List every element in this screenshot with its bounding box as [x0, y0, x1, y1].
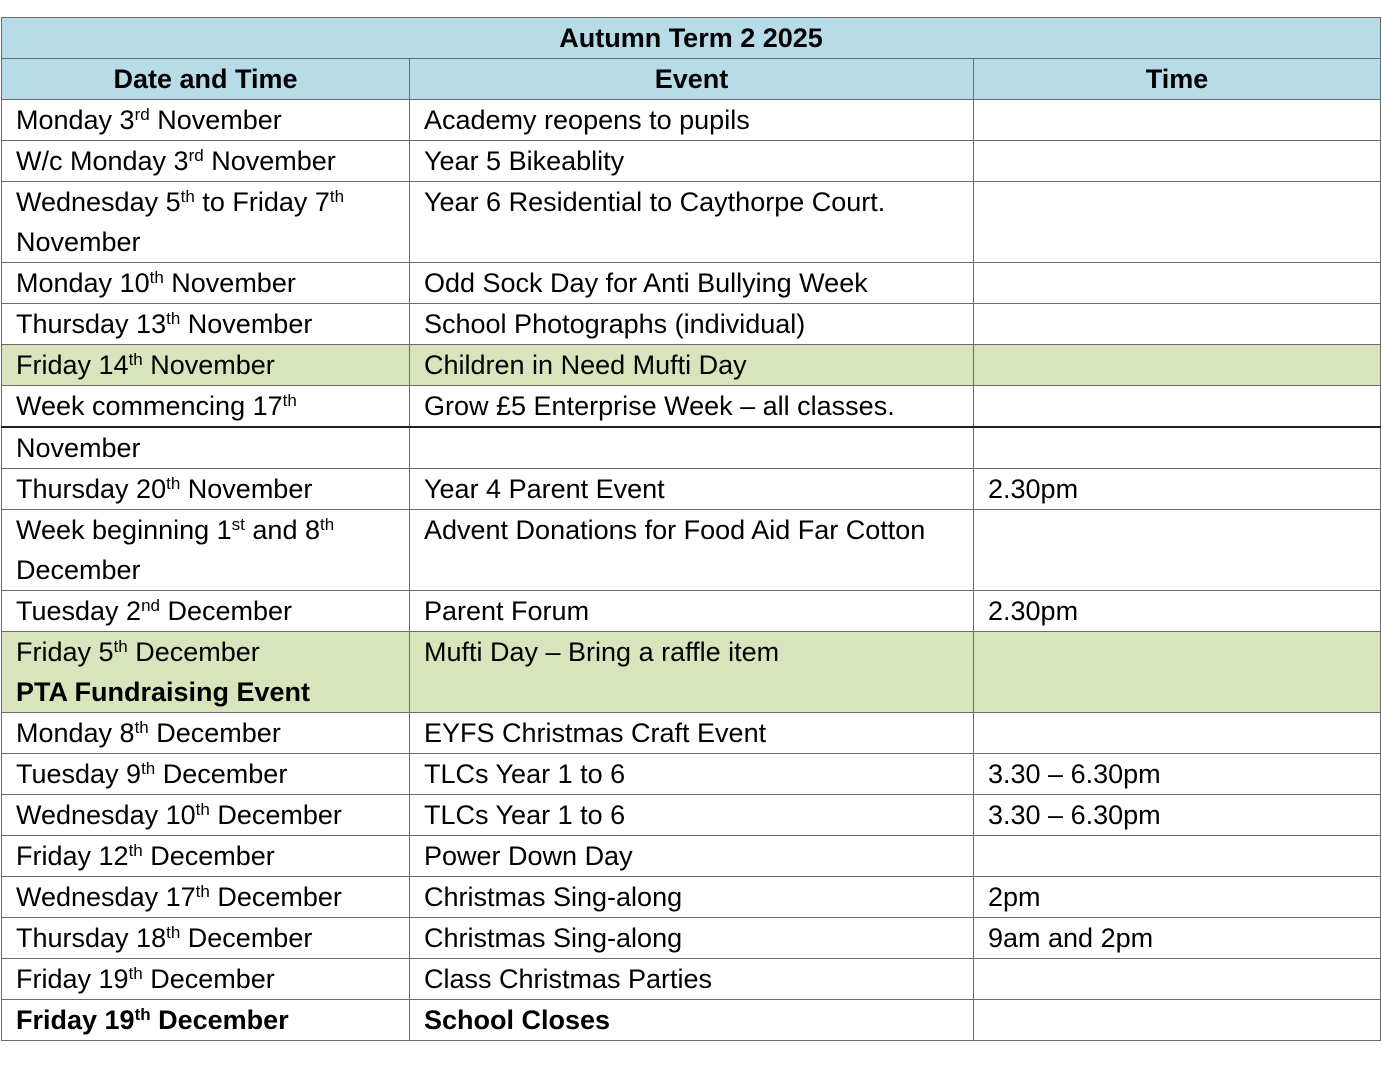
date-cell	[2, 632, 410, 713]
date-text: November	[16, 433, 141, 463]
event-cell: Odd Sock Day for Anti Bullying Week	[410, 263, 974, 304]
time-cell: 2.30pm	[974, 469, 1381, 510]
time-cell: 3.30 – 6.30pm	[974, 754, 1381, 795]
time-cell	[974, 510, 1381, 591]
event-cell	[410, 427, 974, 469]
event-cell: TLCs Year 1 to 6	[410, 754, 974, 795]
time-cell	[974, 959, 1381, 1000]
event-cell: Christmas Sing-along	[410, 918, 974, 959]
date-cell	[2, 510, 410, 591]
date-text: Tuesday 9th December	[16, 759, 288, 789]
date-cell	[2, 263, 410, 304]
table-row	[2, 754, 1381, 795]
date-text: Friday 5th December	[16, 637, 260, 667]
date-note: PTA Fundraising Event	[16, 677, 311, 707]
date-cell	[2, 591, 410, 632]
date-text: Wednesday 17th December	[16, 882, 342, 912]
date-text: Friday 12th December	[16, 841, 275, 871]
table-row	[2, 141, 1381, 182]
date-text: Tuesday 2nd December	[16, 596, 293, 626]
date-text: Monday 3rd November	[16, 105, 282, 135]
time-cell	[974, 100, 1381, 141]
date-text: Thursday 13th November	[16, 309, 313, 339]
header-row	[2, 59, 1381, 100]
table-row	[2, 263, 1381, 304]
event-cell: Advent Donations for Food Aid Far Cotton	[410, 510, 974, 591]
table-row	[2, 591, 1381, 632]
event-cell: Year 5 Bikeablity	[410, 141, 974, 182]
time-cell: 9am and 2pm	[974, 918, 1381, 959]
date-text: W/c Monday 3rd November	[16, 146, 336, 176]
date-text: Monday 10th November	[16, 268, 296, 298]
time-cell	[974, 345, 1381, 386]
date-text: Week commencing 17th	[16, 391, 297, 421]
time-cell	[974, 304, 1381, 345]
time-cell	[974, 263, 1381, 304]
event-cell: EYFS Christmas Craft Event	[410, 713, 974, 754]
date-cell	[2, 182, 410, 263]
time-cell: 2.30pm	[974, 591, 1381, 632]
date-cell	[2, 836, 410, 877]
date-cell	[2, 795, 410, 836]
event-cell: Christmas Sing-along	[410, 877, 974, 918]
time-cell	[974, 386, 1381, 428]
table-body	[2, 100, 1381, 1041]
date-text: Week beginning 1st and 8th December	[16, 515, 335, 585]
column-header-event: Event	[410, 59, 974, 100]
table-row	[2, 795, 1381, 836]
table-row	[2, 959, 1381, 1000]
time-cell	[974, 836, 1381, 877]
date-cell	[2, 469, 410, 510]
event-cell: Grow £5 Enterprise Week – all classes.	[410, 386, 974, 428]
table-row	[2, 877, 1381, 918]
table-row	[2, 386, 1381, 428]
table-row	[2, 836, 1381, 877]
date-text: Friday 19th December	[16, 1005, 289, 1035]
date-cell	[2, 754, 410, 795]
date-text: Thursday 20th November	[16, 474, 313, 504]
table-row	[2, 713, 1381, 754]
table-row	[2, 918, 1381, 959]
table-row	[2, 345, 1381, 386]
event-cell: TLCs Year 1 to 6	[410, 795, 974, 836]
table-row	[2, 1000, 1381, 1041]
event-cell: Year 6 Residential to Caythorpe Court.	[410, 182, 974, 263]
date-text: Monday 8th December	[16, 718, 281, 748]
table-row	[2, 427, 1381, 469]
date-cell	[2, 877, 410, 918]
event-cell: Year 4 Parent Event	[410, 469, 974, 510]
date-cell	[2, 386, 410, 428]
event-cell: Children in Need Mufti Day	[410, 345, 974, 386]
column-header-time: Time	[974, 59, 1381, 100]
date-cell	[2, 713, 410, 754]
time-cell	[974, 632, 1381, 713]
time-cell	[974, 141, 1381, 182]
date-text: Wednesday 5th to Friday 7th November	[16, 187, 345, 257]
date-cell	[2, 100, 410, 141]
table-row	[2, 632, 1381, 713]
time-cell: 2pm	[974, 877, 1381, 918]
event-cell: School Closes	[410, 1000, 974, 1041]
date-text: Thursday 18th December	[16, 923, 313, 953]
date-cell	[2, 959, 410, 1000]
date-text: Friday 14th November	[16, 350, 275, 380]
time-cell: 3.30 – 6.30pm	[974, 795, 1381, 836]
date-text: Wednesday 10th December	[16, 800, 342, 830]
date-cell	[2, 304, 410, 345]
date-cell	[2, 427, 410, 469]
table-title: Autumn Term 2 2025	[2, 18, 1381, 59]
date-cell	[2, 345, 410, 386]
event-cell: Parent Forum	[410, 591, 974, 632]
table-row	[2, 100, 1381, 141]
date-text: Friday 19th December	[16, 964, 275, 994]
event-cell: Mufti Day – Bring a raffle item	[410, 632, 974, 713]
table-row	[2, 469, 1381, 510]
event-cell: Class Christmas Parties	[410, 959, 974, 1000]
date-cell	[2, 1000, 410, 1041]
time-cell	[974, 1000, 1381, 1041]
title-row	[2, 18, 1381, 59]
table-row	[2, 510, 1381, 591]
time-cell	[974, 713, 1381, 754]
time-cell	[974, 182, 1381, 263]
table-row	[2, 182, 1381, 263]
date-cell	[2, 918, 410, 959]
date-cell	[2, 141, 410, 182]
column-header-date: Date and Time	[2, 59, 410, 100]
event-cell: School Photographs (individual)	[410, 304, 974, 345]
event-cell: Academy reopens to pupils	[410, 100, 974, 141]
event-cell: Power Down Day	[410, 836, 974, 877]
time-cell	[974, 427, 1381, 469]
table-row	[2, 304, 1381, 345]
term-calendar-table	[1, 17, 1381, 1041]
